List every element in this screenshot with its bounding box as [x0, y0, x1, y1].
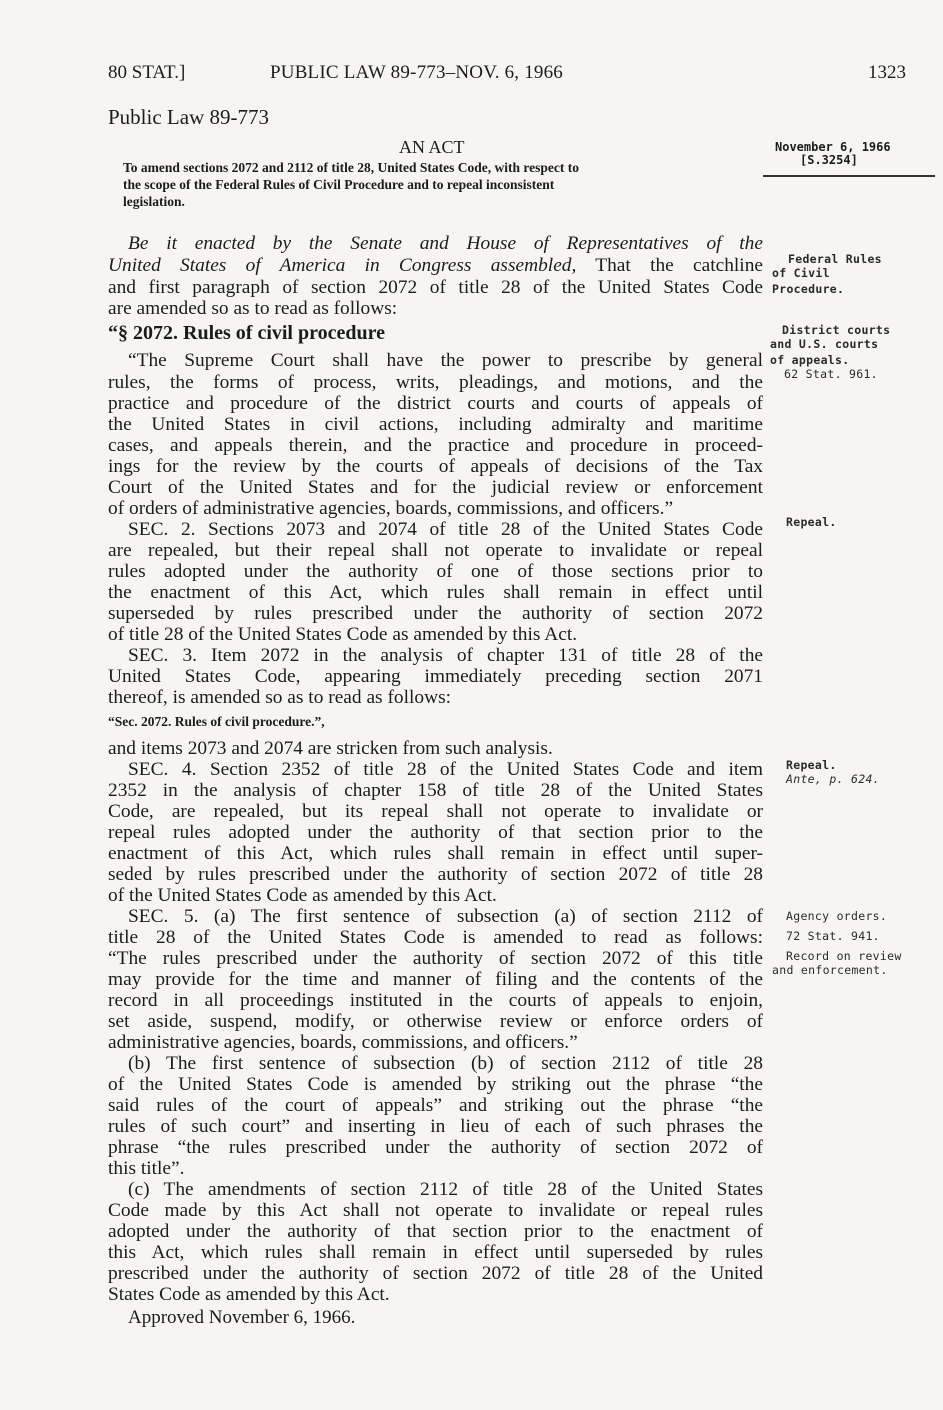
- section-5a-line: set aside, suspend, modify, or otherwise review or enforce orders of: [108, 1011, 763, 1032]
- body-line: cases, and appeals therein, and the practice and procedure in proceed-: [108, 435, 763, 456]
- section-5a-line: record in all proceedings instituted in the courts of appeals to enjoin,: [108, 990, 763, 1011]
- section-5a-line: title 28 of the United States Code is amended to read as follows:: [108, 927, 763, 948]
- section-3-quoted-item: “Sec. 2072. Rules of civil procedure.”,: [108, 714, 325, 729]
- margin-note-ante: Ante, p. 624.: [786, 772, 880, 786]
- section-4-line: of the United States Code as amended by this Act.: [108, 885, 497, 906]
- section-3-line: United States Code, appearing immediately preceding section 2071: [108, 666, 763, 687]
- section-5c-line: this Act, which rules shall remain in effect until superseded by rules: [108, 1242, 763, 1263]
- section-5b-line: this title”.: [108, 1158, 185, 1179]
- section-5a-line: may provide for the time and manner of filing and the contents of the: [108, 969, 763, 990]
- section-5b-line: phrase “the rules prescribed under the authority of section 2072 of: [108, 1137, 763, 1158]
- enacting-clause-line: and first paragraph of section 2072 of title 28 of the United States Code: [108, 277, 763, 298]
- section-5c-line: States Code as amended by this Act.: [108, 1284, 390, 1305]
- section-5c-line: (c) The amendments of section 2112 of title 28 of the United States: [128, 1179, 763, 1200]
- margin-note-repeal: Repeal.: [786, 515, 837, 529]
- section-5a-line: SEC. 5. (a) The first sentence of subsection (a) of section 2112 of: [128, 906, 763, 927]
- margin-note-record-review: Record on review: [786, 949, 902, 963]
- section-4-line: 2352 in the analysis of chapter 158 of title 28 of the United States: [108, 780, 763, 801]
- section-3-line: thereof, is amended so as to read as follows:: [108, 687, 452, 708]
- header-stat-reference: 80 STAT.]: [108, 62, 186, 83]
- margin-note-agency-orders: Agency orders.: [786, 909, 888, 923]
- section-5b-line: said rules of the court of appeals” and striking out the phrase “the: [108, 1095, 763, 1116]
- date-rule: [763, 175, 935, 177]
- enactment-date: November 6, 1966: [775, 140, 891, 154]
- approval-date: Approved November 6, 1966.: [128, 1307, 356, 1328]
- section-2-line: of title 28 of the United States Code as amended by this Act.: [108, 624, 578, 645]
- margin-note-record-review: and enforcement.: [772, 963, 888, 977]
- section-3-line: and items 2073 and 2074 are stricken from such analysis.: [108, 738, 553, 759]
- section-4-line: SEC. 4. Section 2352 of title 28 of the United States Code and item: [128, 759, 763, 780]
- margin-note-district-courts: of appeals.: [770, 353, 850, 367]
- section-4-line: enactment of this Act, which rules shall remain in effect until super-: [108, 843, 763, 864]
- margin-note-federal-rules: Federal Rules: [788, 252, 882, 266]
- section-5a-line: administrative agencies, boards, commissions, and officers.”: [108, 1032, 578, 1053]
- margin-note-statute-ref: 62 Stat. 961.: [784, 367, 878, 381]
- section-2-line: SEC. 2. Sections 2073 and 2074 of title 28 of the United States Code: [128, 519, 763, 540]
- section-5b-line: rules of such court” and inserting in lieu of each of such phrases the: [108, 1116, 763, 1137]
- body-line: of orders of administrative agencies, boards, commissions, and officers.”: [108, 498, 674, 519]
- section-2-line: the enactment of this Act, which rules shall remain in effect until: [108, 582, 763, 603]
- section-2-line: superseded by rules prescribed under the authority of section 2072: [108, 603, 763, 624]
- section-2-line: rules adopted under the authority of one of those sections prior to: [108, 561, 763, 582]
- section-5b-line: (b) The first sentence of subsection (b) of section 2112 of title 28: [128, 1053, 763, 1074]
- section-5c-line: prescribed under the authority of section 2072 of title 28 of the United: [108, 1263, 763, 1284]
- header-title: PUBLIC LAW 89-773–NOV. 6, 1966: [270, 62, 564, 83]
- margin-note-district-courts: District courts: [782, 323, 891, 337]
- purpose-line: To amend sections 2072 and 2112 of title 28, United States Code, with respect to: [123, 160, 579, 175]
- purpose-line: legislation.: [123, 194, 185, 209]
- public-law-number: Public Law 89-773: [108, 105, 269, 129]
- body-line: practice and procedure of the district courts and courts of appeals of: [108, 393, 763, 414]
- body-line: ings for the review by the courts of appeals of decisions of the Tax: [108, 456, 763, 477]
- body-line: “The Supreme Court shall have the power to prescribe by general: [128, 350, 763, 371]
- margin-note-repeal: Repeal.: [786, 758, 837, 772]
- section-heading: “§ 2072. Rules of civil procedure: [108, 322, 386, 344]
- section-5c-line: adopted under the authority of that section prior to the enactment of: [108, 1221, 763, 1242]
- margin-note-federal-rules: Procedure.: [772, 282, 845, 296]
- section-4-line: seded by rules prescribed under the authority of section 2072 of title 28: [108, 864, 763, 885]
- enacting-clause-line: United States of America in Congress assembled, That the catchline: [108, 255, 763, 276]
- section-4-line: Code, are repealed, but its repeal shall not operate to invalidate or: [108, 801, 763, 822]
- purpose-line: the scope of the Federal Rules of Civil Procedure and to repeal inconsistent: [123, 177, 555, 192]
- body-line: rules, the forms of process, writs, pleadings, and motions, and the: [108, 372, 763, 393]
- act-heading: AN ACT: [399, 137, 465, 157]
- body-line: Court of the United States and for the judicial review or enforcement: [108, 477, 763, 498]
- section-4-line: repeal rules adopted under the authority of that section prior to the: [108, 822, 763, 843]
- bill-number: [S.3254]: [800, 153, 858, 167]
- section-5b-line: of the United States Code is amended by striking out the phrase “the: [108, 1074, 763, 1095]
- section-5a-line: “The rules prescribed under the authority of section 2072 of this title: [108, 948, 763, 969]
- header-page-number: 1323: [868, 62, 906, 83]
- body-line: the United States in civil actions, including admiralty and maritime: [108, 414, 763, 435]
- enacting-clause-line: are amended so as to read as follows:: [108, 298, 398, 319]
- margin-note-district-courts: and U.S. courts: [770, 337, 879, 351]
- margin-note-federal-rules: of Civil: [772, 266, 830, 280]
- enacting-clause-line: Be it enacted by the Senate and House of Representatives of the: [128, 233, 763, 254]
- section-5c-line: Code made by this Act shall not operate to invalidate or repeal rules: [108, 1200, 763, 1221]
- margin-note-statute-ref: 72 Stat. 941.: [786, 929, 880, 943]
- section-2-line: are repealed, but their repeal shall not operate to invalidate or repeal: [108, 540, 763, 561]
- section-3-line: SEC. 3. Item 2072 in the analysis of chapter 131 of title 28 of the: [128, 645, 763, 666]
